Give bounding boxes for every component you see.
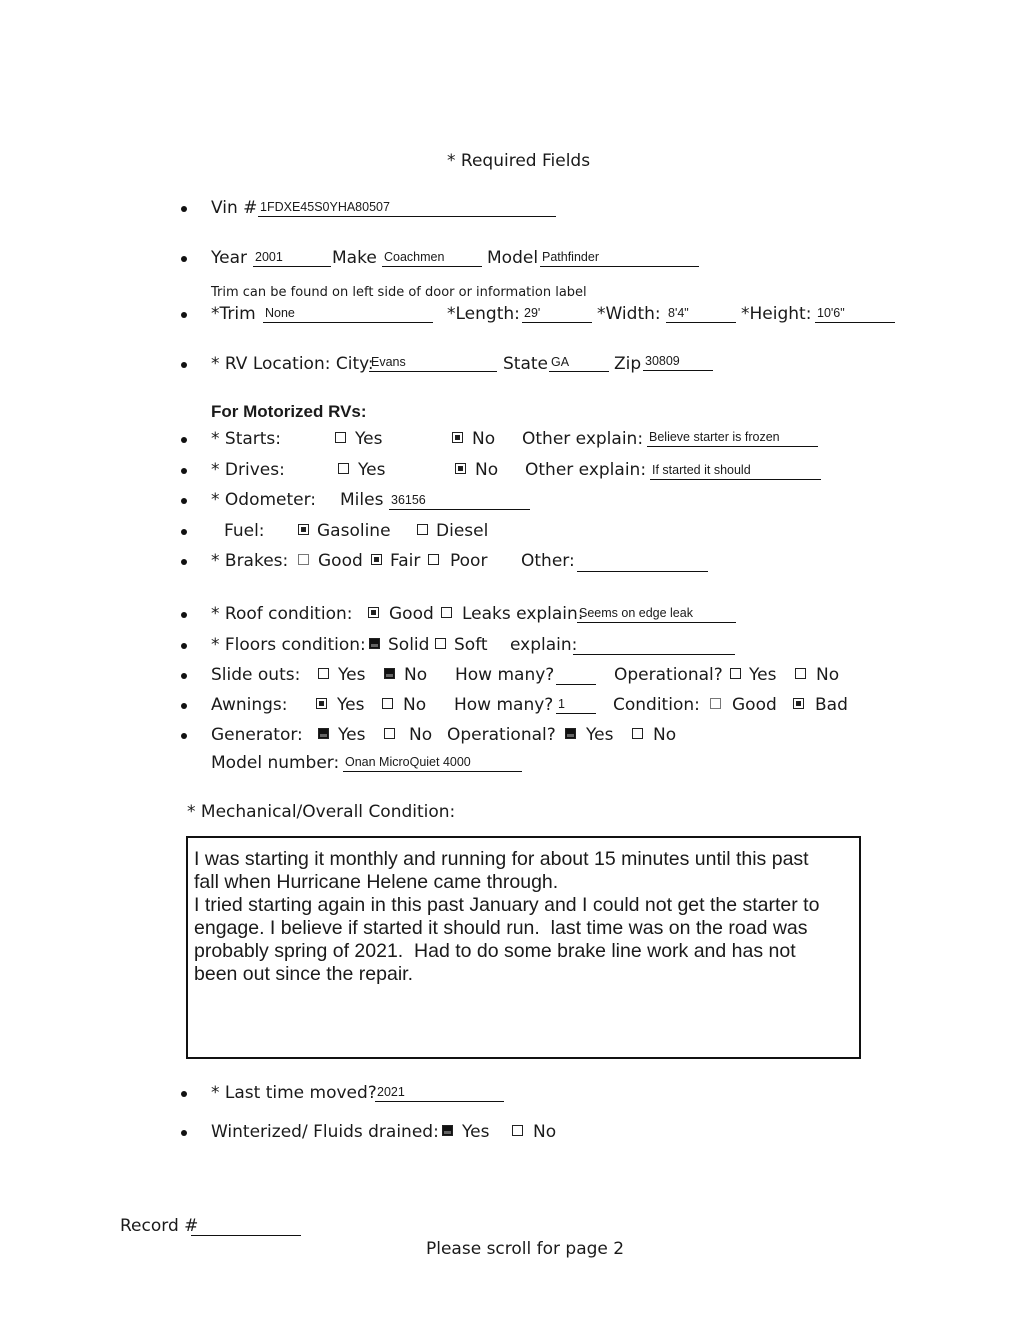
generator-oper-label: Operational?: [447, 725, 556, 745]
winterized-label: Winterized/ Fluids drained:: [211, 1122, 439, 1142]
starts-yes-label: Yes: [355, 429, 383, 449]
awnings-good-checkbox[interactable]: [710, 698, 721, 709]
bullet: [181, 612, 187, 618]
slides-yes-checkbox[interactable]: [318, 668, 329, 679]
roof-label: * Roof condition:: [211, 604, 353, 624]
brakes-good-checkbox[interactable]: [298, 554, 309, 565]
roof-explain-field[interactable]: Seems on edge leak: [577, 605, 736, 623]
bullet: [181, 312, 187, 318]
awnings-howmany-label: How many?: [454, 695, 554, 715]
slides-label: Slide outs:: [211, 665, 301, 685]
slides-oper-yes-label: Yes: [749, 665, 777, 685]
starts-yes-checkbox[interactable]: [335, 432, 346, 443]
fuel-gasoline-checkbox[interactable]: [298, 524, 309, 535]
starts-no-label: No: [472, 429, 496, 449]
trim-note: Trim can be found on left side of door or information label: [211, 285, 587, 300]
bullet: [181, 1130, 187, 1136]
length-label: *Length:: [447, 304, 520, 324]
awnings-bad-label: Bad: [815, 695, 848, 715]
fuel-diesel-label: Diesel: [436, 521, 489, 541]
trim-field[interactable]: None: [263, 305, 433, 323]
drives-other-label: Other explain:: [525, 460, 647, 480]
generator-oper-no-label: No: [653, 725, 677, 745]
model-label: Model: [487, 248, 539, 268]
generator-oper-no-checkbox[interactable]: [632, 728, 643, 739]
bullet: [181, 498, 187, 504]
brakes-fair-checkbox[interactable]: [371, 554, 382, 565]
generator-yes-label: Yes: [338, 725, 366, 745]
bullet: [181, 468, 187, 474]
bullet: [181, 437, 187, 443]
slides-oper-label: Operational?: [614, 665, 723, 685]
miles-field[interactable]: 36156: [389, 492, 530, 510]
bullet: [181, 643, 187, 649]
height-label: *Height:: [741, 304, 812, 324]
slides-oper-no-checkbox[interactable]: [795, 668, 806, 679]
bullet: [181, 1091, 187, 1097]
fuel-gasoline-label: Gasoline: [317, 521, 391, 541]
awnings-good-label: Good: [732, 695, 777, 715]
zip-field[interactable]: 30809: [643, 353, 713, 371]
brakes-good-label: Good: [318, 551, 363, 571]
starts-no-checkbox[interactable]: [452, 432, 463, 443]
fuel-label: Fuel:: [224, 521, 265, 541]
starts-label: * Starts:: [211, 429, 282, 449]
bullet: [181, 256, 187, 262]
scroll-note: Please scroll for page 2: [426, 1239, 625, 1259]
slides-no-checkbox[interactable]: [384, 668, 395, 679]
slides-howmany-label: How many?: [455, 665, 555, 685]
motorized-heading: For Motorized RVs:: [211, 402, 367, 421]
trim-label: *Trim: [211, 304, 256, 324]
floors-soft-checkbox[interactable]: [435, 638, 446, 649]
slides-no-label: No: [404, 665, 428, 685]
height-field[interactable]: 10'6": [815, 305, 895, 323]
winterized-yes-label: Yes: [462, 1122, 490, 1142]
awnings-no-checkbox[interactable]: [382, 698, 393, 709]
city-label: * RV Location: City:: [211, 354, 374, 374]
year-field[interactable]: 2001: [253, 249, 331, 267]
generator-no-label: No: [409, 725, 433, 745]
floors-explain-label: explain:: [510, 635, 578, 655]
starts-other-label: Other explain:: [522, 429, 644, 449]
winterized-yes-checkbox[interactable]: [442, 1125, 453, 1136]
bullet: [181, 673, 187, 679]
brakes-poor-checkbox[interactable]: [428, 554, 439, 565]
generator-no-checkbox[interactable]: [384, 728, 395, 739]
awnings-howmany-field[interactable]: 1: [556, 696, 596, 714]
roof-leaks-label: Leaks explain:: [462, 604, 584, 624]
slides-yes-label: Yes: [338, 665, 366, 685]
drives-label: * Drives:: [211, 460, 285, 480]
drives-no-checkbox[interactable]: [455, 463, 466, 474]
drives-yes-label: Yes: [358, 460, 386, 480]
roof-good-checkbox[interactable]: [368, 607, 379, 618]
floors-solid-checkbox[interactable]: [369, 638, 380, 649]
roof-leaks-checkbox[interactable]: [441, 607, 452, 618]
slides-oper-no-label: No: [816, 665, 840, 685]
width-label: *Width:: [597, 304, 661, 324]
overall-condition-label: * Mechanical/Overall Condition:: [187, 802, 456, 822]
brakes-label: * Brakes:: [211, 551, 289, 571]
width-field[interactable]: 8'4": [666, 305, 736, 323]
model-number-field[interactable]: Onan MicroQuiet 4000: [343, 754, 522, 772]
model-number-label: Model number:: [211, 753, 340, 773]
state-field[interactable]: GA: [549, 354, 609, 372]
drives-yes-checkbox[interactable]: [338, 463, 349, 474]
make-label: Make: [332, 248, 377, 268]
brakes-poor-label: Poor: [450, 551, 488, 571]
brakes-other-field[interactable]: [577, 554, 708, 572]
slides-oper-yes-checkbox[interactable]: [730, 668, 741, 679]
brakes-fair-label: Fair: [390, 551, 421, 571]
vin-label: Vin #: [211, 198, 258, 218]
floors-explain-field[interactable]: [573, 637, 735, 655]
awnings-yes-checkbox[interactable]: [316, 698, 327, 709]
record-label: Record #: [120, 1216, 199, 1236]
make-field[interactable]: Coachmen: [382, 249, 482, 267]
generator-oper-yes-checkbox[interactable]: [565, 728, 576, 739]
starts-other-field[interactable]: Believe starter is frozen: [647, 429, 818, 447]
roof-good-label: Good: [389, 604, 434, 624]
bullet: [181, 703, 187, 709]
winterized-no-checkbox[interactable]: [512, 1125, 523, 1136]
awnings-no-label: No: [403, 695, 427, 715]
generator-yes-checkbox[interactable]: [318, 728, 329, 739]
overall-condition-textarea[interactable]: I was starting it monthly and running for about 15 minutes until this past fall when Hurricane Helene came through. I tried starting again in this past January and I could not get the starter to engage. I believe if started it should run. last time was on the road was probably spring of 2021. Had to do some brake line work and has not been out since the repair.: [186, 836, 861, 1059]
bullet: [181, 362, 187, 368]
bullet: [181, 733, 187, 739]
winterized-no-label: No: [533, 1122, 557, 1142]
model-field[interactable]: Pathfinder: [540, 249, 699, 267]
slides-howmany-field[interactable]: [556, 667, 596, 685]
record-field[interactable]: [191, 1218, 301, 1236]
fuel-diesel-checkbox[interactable]: [417, 524, 428, 535]
bullet: [181, 529, 187, 535]
awnings-yes-label: Yes: [337, 695, 365, 715]
bullet: [181, 559, 187, 565]
city-field[interactable]: Evans: [369, 354, 497, 372]
drives-no-label: No: [475, 460, 499, 480]
length-field[interactable]: 29': [522, 305, 592, 323]
last-moved-field[interactable]: 2021: [375, 1084, 504, 1102]
drives-other-field[interactable]: If started it should: [650, 462, 821, 480]
required-fields-note: * Required Fields: [447, 151, 591, 171]
state-label: State: [503, 354, 548, 374]
vin-field[interactable]: 1FDXE45S0YHA80507: [258, 199, 556, 217]
generator-label: Generator:: [211, 725, 303, 745]
awnings-bad-checkbox[interactable]: [793, 698, 804, 709]
odometer-label: * Odometer:: [211, 490, 317, 510]
brakes-other-label: Other:: [521, 551, 575, 571]
awnings-label: Awnings:: [211, 695, 288, 715]
awnings-cond-label: Condition:: [613, 695, 700, 715]
zip-label: Zip: [614, 354, 642, 374]
miles-label: Miles: [340, 490, 384, 510]
year-label: Year: [211, 248, 247, 268]
bullet: [181, 206, 187, 212]
floors-label: * Floors condition:: [211, 635, 366, 655]
floors-solid-label: Solid: [388, 635, 430, 655]
floors-soft-label: Soft: [454, 635, 488, 655]
last-moved-label: * Last time moved?: [211, 1083, 377, 1103]
generator-oper-yes-label: Yes: [586, 725, 614, 745]
